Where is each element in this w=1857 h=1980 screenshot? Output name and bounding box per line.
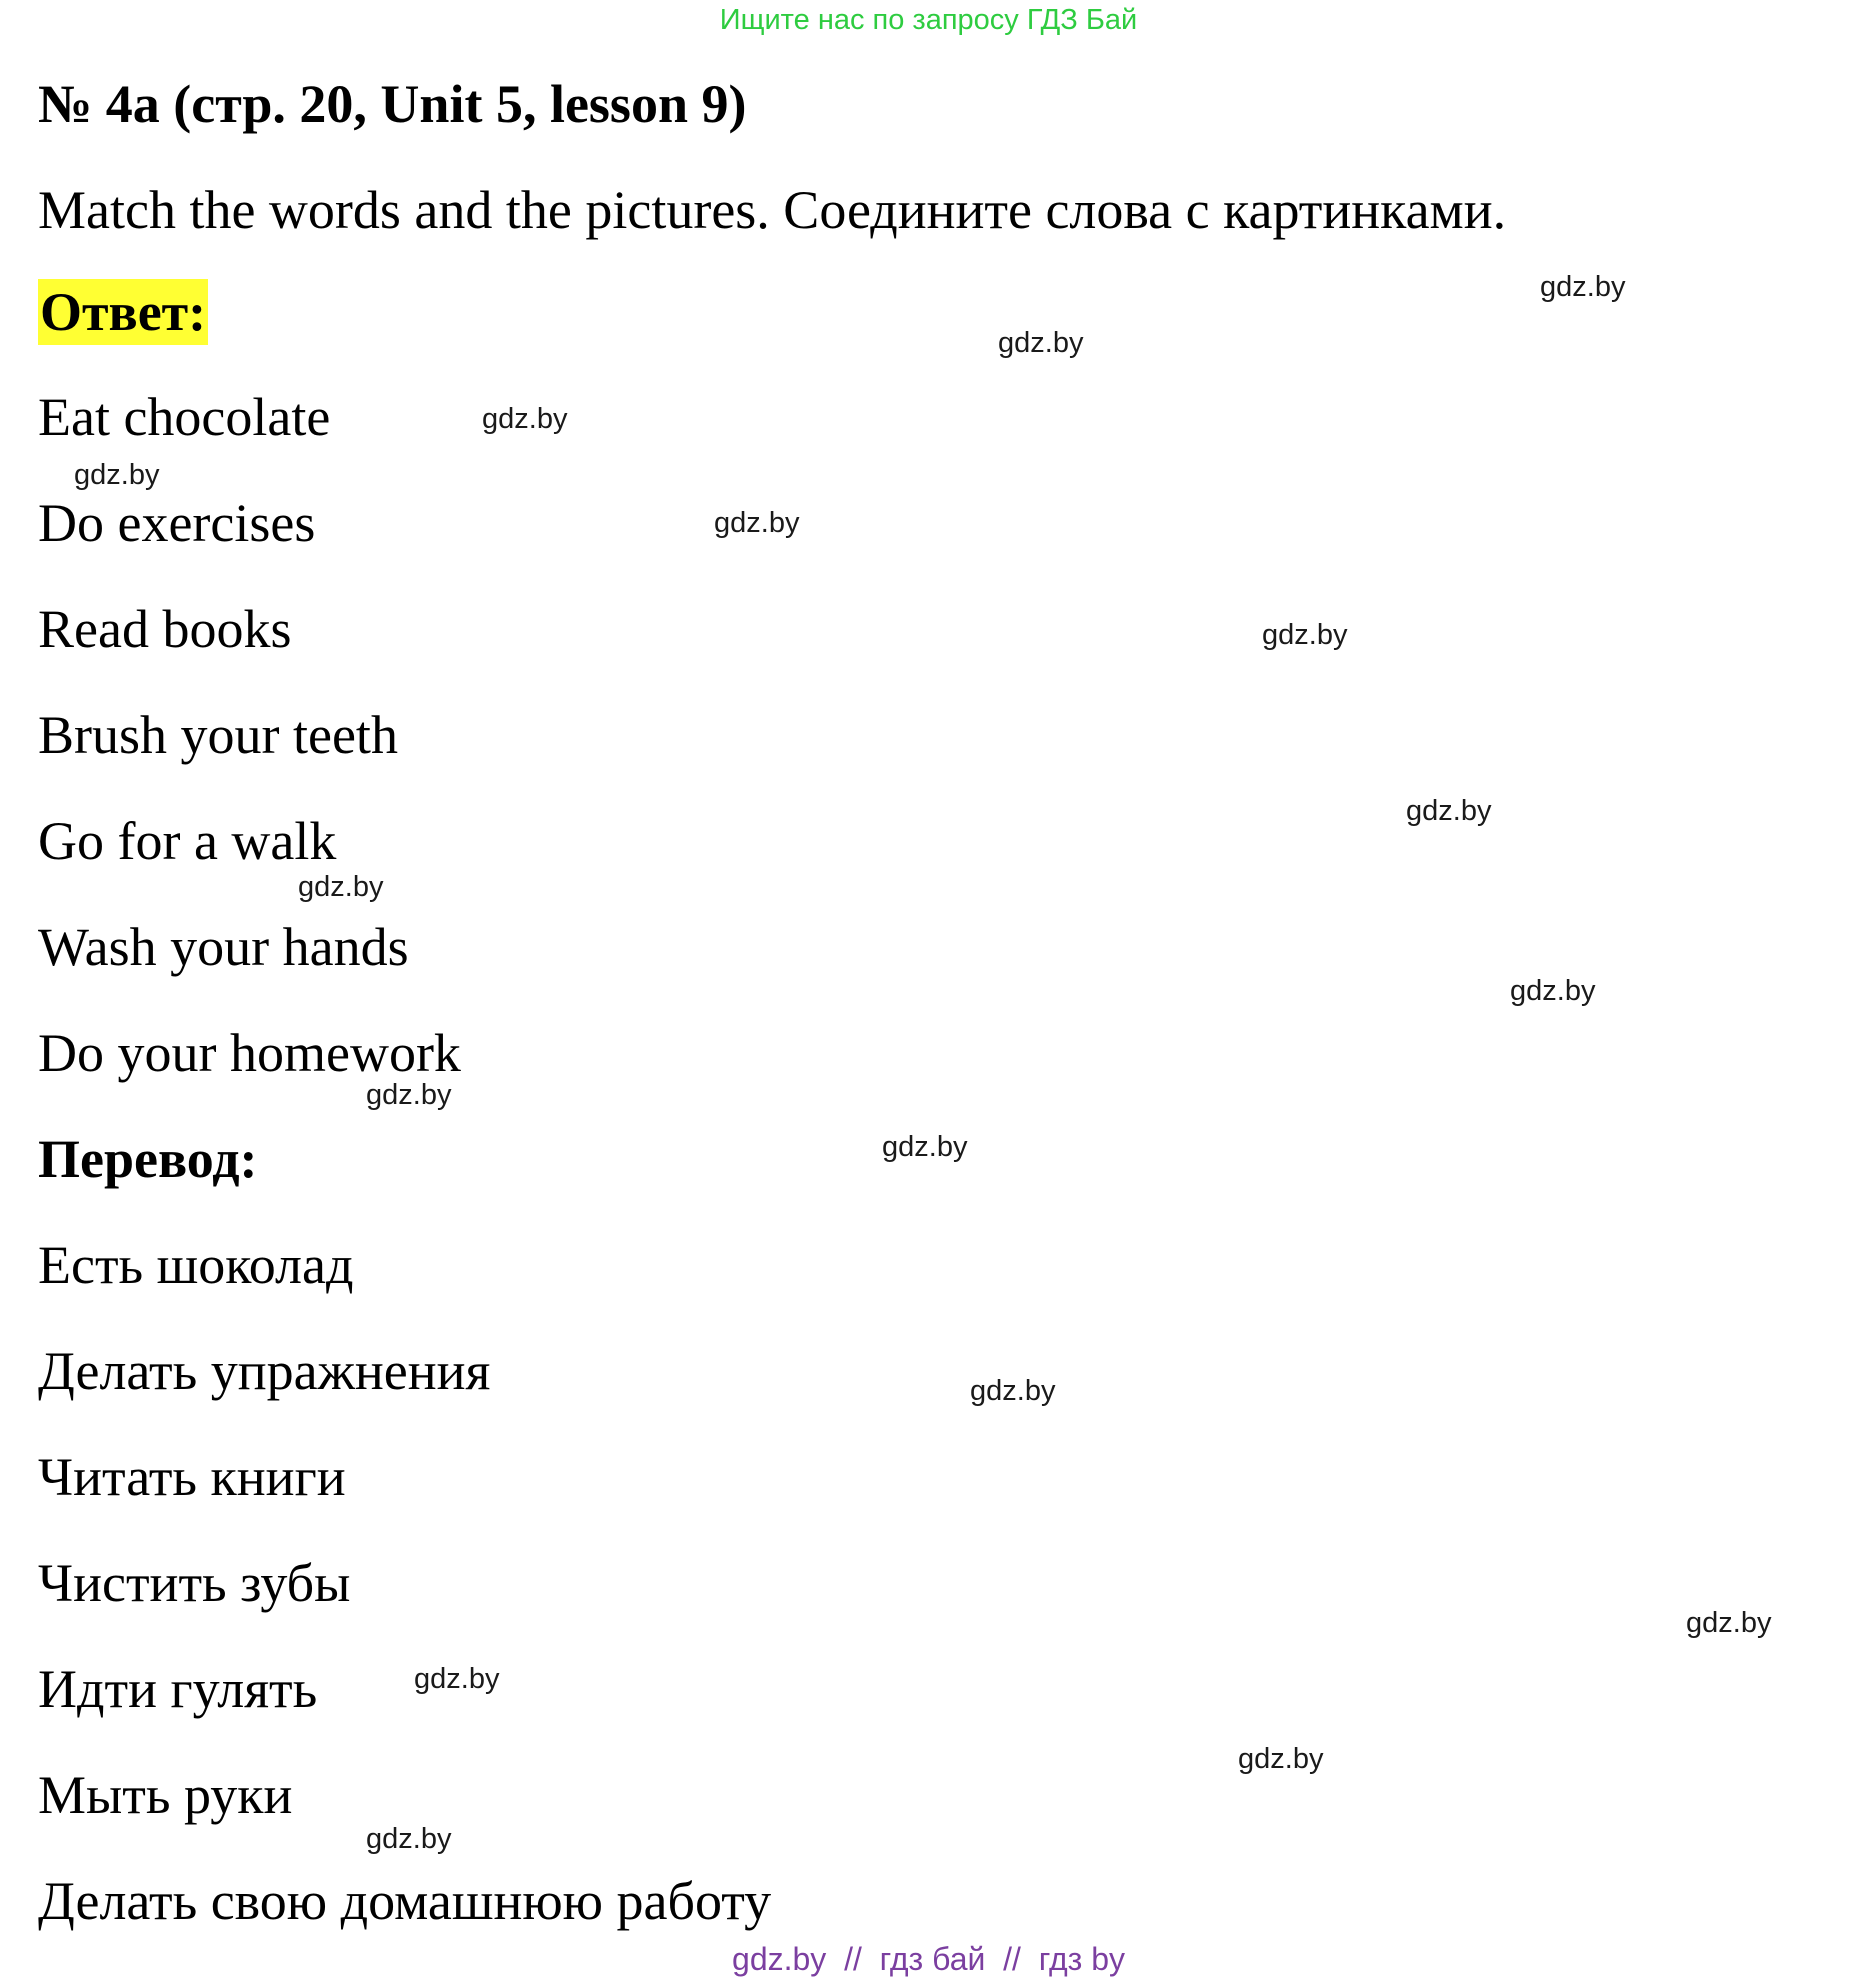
answer-item: Eat chocolate: [38, 387, 331, 447]
answer-item: Go for a walk: [38, 811, 337, 871]
translation-heading: Перевод:: [38, 1129, 258, 1189]
answer-item: Brush your teeth: [38, 705, 398, 765]
answer-item: Wash your hands: [38, 917, 409, 977]
watermark: gdz.by: [74, 459, 160, 491]
watermark: gdz.by: [1540, 271, 1626, 303]
translation-item: Есть шоколад: [38, 1235, 354, 1295]
watermark: gdz.by: [366, 1079, 452, 1111]
watermark: gdz.by: [1238, 1743, 1324, 1775]
watermark: gdz.by: [366, 1823, 452, 1855]
watermark: gdz.by: [482, 403, 568, 435]
watermark: gdz.by: [714, 507, 800, 539]
footer-links: gdz.by // гдз бай // гдз by: [732, 1941, 1125, 1977]
translation-item: Делать свою домашнюю работу: [38, 1871, 772, 1931]
watermark: gdz.by: [1406, 795, 1492, 827]
watermark: gdz.by: [1262, 619, 1348, 651]
watermark: gdz.by: [1686, 1607, 1772, 1639]
top-banner: Ищите нас по запросу ГДЗ Бай: [719, 4, 1138, 36]
answer-item: Do your homework: [38, 1023, 461, 1083]
watermark: gdz.by: [1510, 975, 1596, 1007]
watermark: gdz.by: [882, 1131, 968, 1163]
translation-item: Читать книги: [38, 1447, 346, 1507]
exercise-title: № 4a (стр. 20, Unit 5, lesson 9): [38, 74, 747, 134]
watermark: gdz.by: [998, 327, 1084, 359]
watermark: gdz.by: [298, 871, 384, 903]
answer-item: Do exercises: [38, 493, 316, 553]
translation-item: Делать упражнения: [38, 1341, 491, 1401]
exercise-instruction: Match the words and the pictures. Соедините слова с картинками.: [38, 180, 1507, 240]
translation-item: Чистить зубы: [38, 1553, 351, 1613]
answer-item: Read books: [38, 599, 292, 659]
translation-item: Идти гулять: [38, 1659, 318, 1719]
watermark: gdz.by: [970, 1375, 1056, 1407]
answer-heading: Ответ:: [38, 279, 208, 345]
translation-item: Мыть руки: [38, 1765, 293, 1825]
watermark: gdz.by: [414, 1663, 500, 1695]
